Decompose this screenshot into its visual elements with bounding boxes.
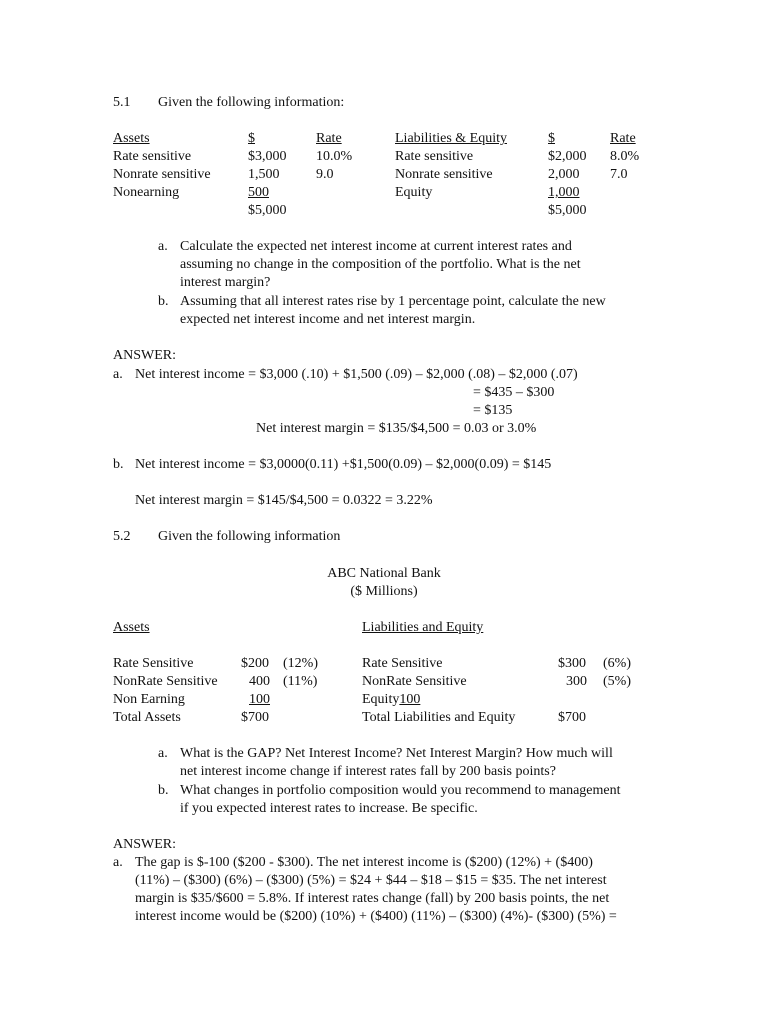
asset-amount: $3,000 [248, 149, 287, 164]
liability-label: Nonrate sensitive [395, 167, 493, 182]
asset-rate: 9.0 [316, 167, 334, 182]
liability-amount: 100 [399, 692, 421, 707]
liability-amount: $300 [558, 656, 586, 671]
answer-line: The gap is $-100 ($200 - $300). The net interest income is ($200) (12%) + ($400) [135, 855, 593, 870]
liability-amount: $2,000 [548, 149, 587, 164]
asset-amount: 400 [249, 674, 270, 689]
asset-rate: 10.0% [316, 149, 353, 164]
asset-amount: $200 [241, 656, 269, 671]
units-label: ($ Millions) [350, 584, 418, 599]
liability-label: Rate sensitive [395, 149, 474, 164]
asset-label: Nonearning [113, 185, 180, 200]
question-line: interest margin? [180, 275, 271, 290]
question-line: Calculate the expected net interest income at current interest rates and [180, 239, 572, 254]
asset-label: Rate sensitive [113, 149, 192, 164]
question-label: b. [158, 783, 169, 798]
answer-item-label: a. [113, 367, 123, 382]
asset-amount: 1,500 [248, 167, 280, 182]
answer-line: interest income would be ($200) (10%) + ($400) (11%) – ($300) (4%)- ($300) (5%) = [135, 909, 617, 924]
answer-line: = $135 [473, 403, 513, 418]
problem-heading: Given the following information: [158, 95, 345, 110]
total-liabilities-amount: $700 [558, 710, 586, 725]
bank-name: ABC National Bank [327, 566, 441, 581]
answer-item-label: a. [113, 855, 123, 870]
asset-total: $5,000 [248, 203, 287, 218]
question-line: What is the GAP? Net Interest Income? Net Interest Margin? How much will [180, 746, 613, 761]
asset-amount: 100 [249, 692, 270, 707]
liability-label: NonRate Sensitive [362, 674, 467, 689]
liab-rate-header: Rate [610, 131, 636, 146]
liability-total: $5,000 [548, 203, 587, 218]
question-line: assuming no change in the composition of the portfolio. What is the net [180, 257, 581, 272]
liability-label: Equity [362, 692, 400, 707]
liability-label: Equity [395, 185, 433, 200]
liability-label: Rate Sensitive [362, 656, 443, 671]
answer-label: ANSWER: [113, 348, 176, 363]
asset-label: Nonrate sensitive [113, 167, 211, 182]
asset-rate: (11%) [283, 674, 318, 689]
answer-line: (11%) – ($300) (6%) – ($300) (5%) = $24 + $44 – $18 – $15 = $35. The net interest [135, 873, 607, 888]
answer-line: Net interest margin = $135/$4,500 = 0.03 or 3.0% [256, 421, 537, 436]
liab-dollar-header: $ [548, 131, 555, 146]
problem-number: 5.1 [113, 95, 131, 110]
total-liabilities-label: Total Liabilities and Equity [362, 710, 516, 725]
question-label: a. [158, 239, 168, 254]
dollar-header: $ [248, 131, 255, 146]
asset-amount: 500 [248, 185, 269, 200]
asset-rate: (12%) [283, 656, 318, 671]
liability-amount: 300 [566, 674, 587, 689]
question-label: a. [158, 746, 168, 761]
answer-line: Net interest income = $3,0000(0.11) +$1,500(0.09) – $2,000(0.09) = $145 [135, 457, 552, 472]
liability-rate: (6%) [603, 656, 631, 671]
question-line: expected net interest income and net interest margin. [180, 312, 476, 327]
answer-line: margin is $35/$600 = 5.8%. If interest rates change (fall) by 200 basis points, the net [135, 891, 610, 906]
liability-rate: 7.0 [610, 167, 628, 182]
liabilities-header: Liabilities and Equity [362, 620, 484, 635]
asset-label: Rate Sensitive [113, 656, 194, 671]
liability-rate: 8.0% [610, 149, 640, 164]
question-label: b. [158, 294, 169, 309]
question-line: if you expected interest rates to increase. Be specific. [180, 801, 478, 816]
liability-amount: 2,000 [548, 167, 580, 182]
total-assets-amount: $700 [241, 710, 269, 725]
question-line: net interest income change if interest rates fall by 200 basis points? [180, 764, 556, 779]
answer-item-label: b. [113, 457, 124, 472]
problem-number: 5.2 [113, 529, 131, 544]
total-assets-label: Total Assets [113, 710, 181, 725]
answer-line: = $435 – $300 [473, 385, 555, 400]
assets-header: Assets [113, 131, 150, 146]
answer-line: Net interest income = $3,000 (.10) + $1,500 (.09) – $2,000 (.08) – $2,000 (.07) [135, 367, 578, 382]
question-line: What changes in portfolio composition would you recommend to management [180, 783, 621, 798]
asset-label: Non Earning [113, 692, 185, 707]
answer-label: ANSWER: [113, 837, 176, 852]
liability-rate: (5%) [603, 674, 631, 689]
question-line: Assuming that all interest rates rise by 1 percentage point, calculate the new [180, 294, 606, 309]
assets-header: Assets [113, 620, 150, 635]
answer-line: Net interest margin = $145/$4,500 = 0.0322 = 3.22% [135, 493, 433, 508]
bank-header [284, 565, 484, 601]
asset-label: NonRate Sensitive [113, 674, 218, 689]
liability-amount: 1,000 [548, 185, 580, 200]
liabilities-header: Liabilities & Equity [395, 131, 507, 146]
rate-header: Rate [316, 131, 342, 146]
problem-heading: Given the following information [158, 529, 341, 544]
equity-row [362, 691, 420, 709]
